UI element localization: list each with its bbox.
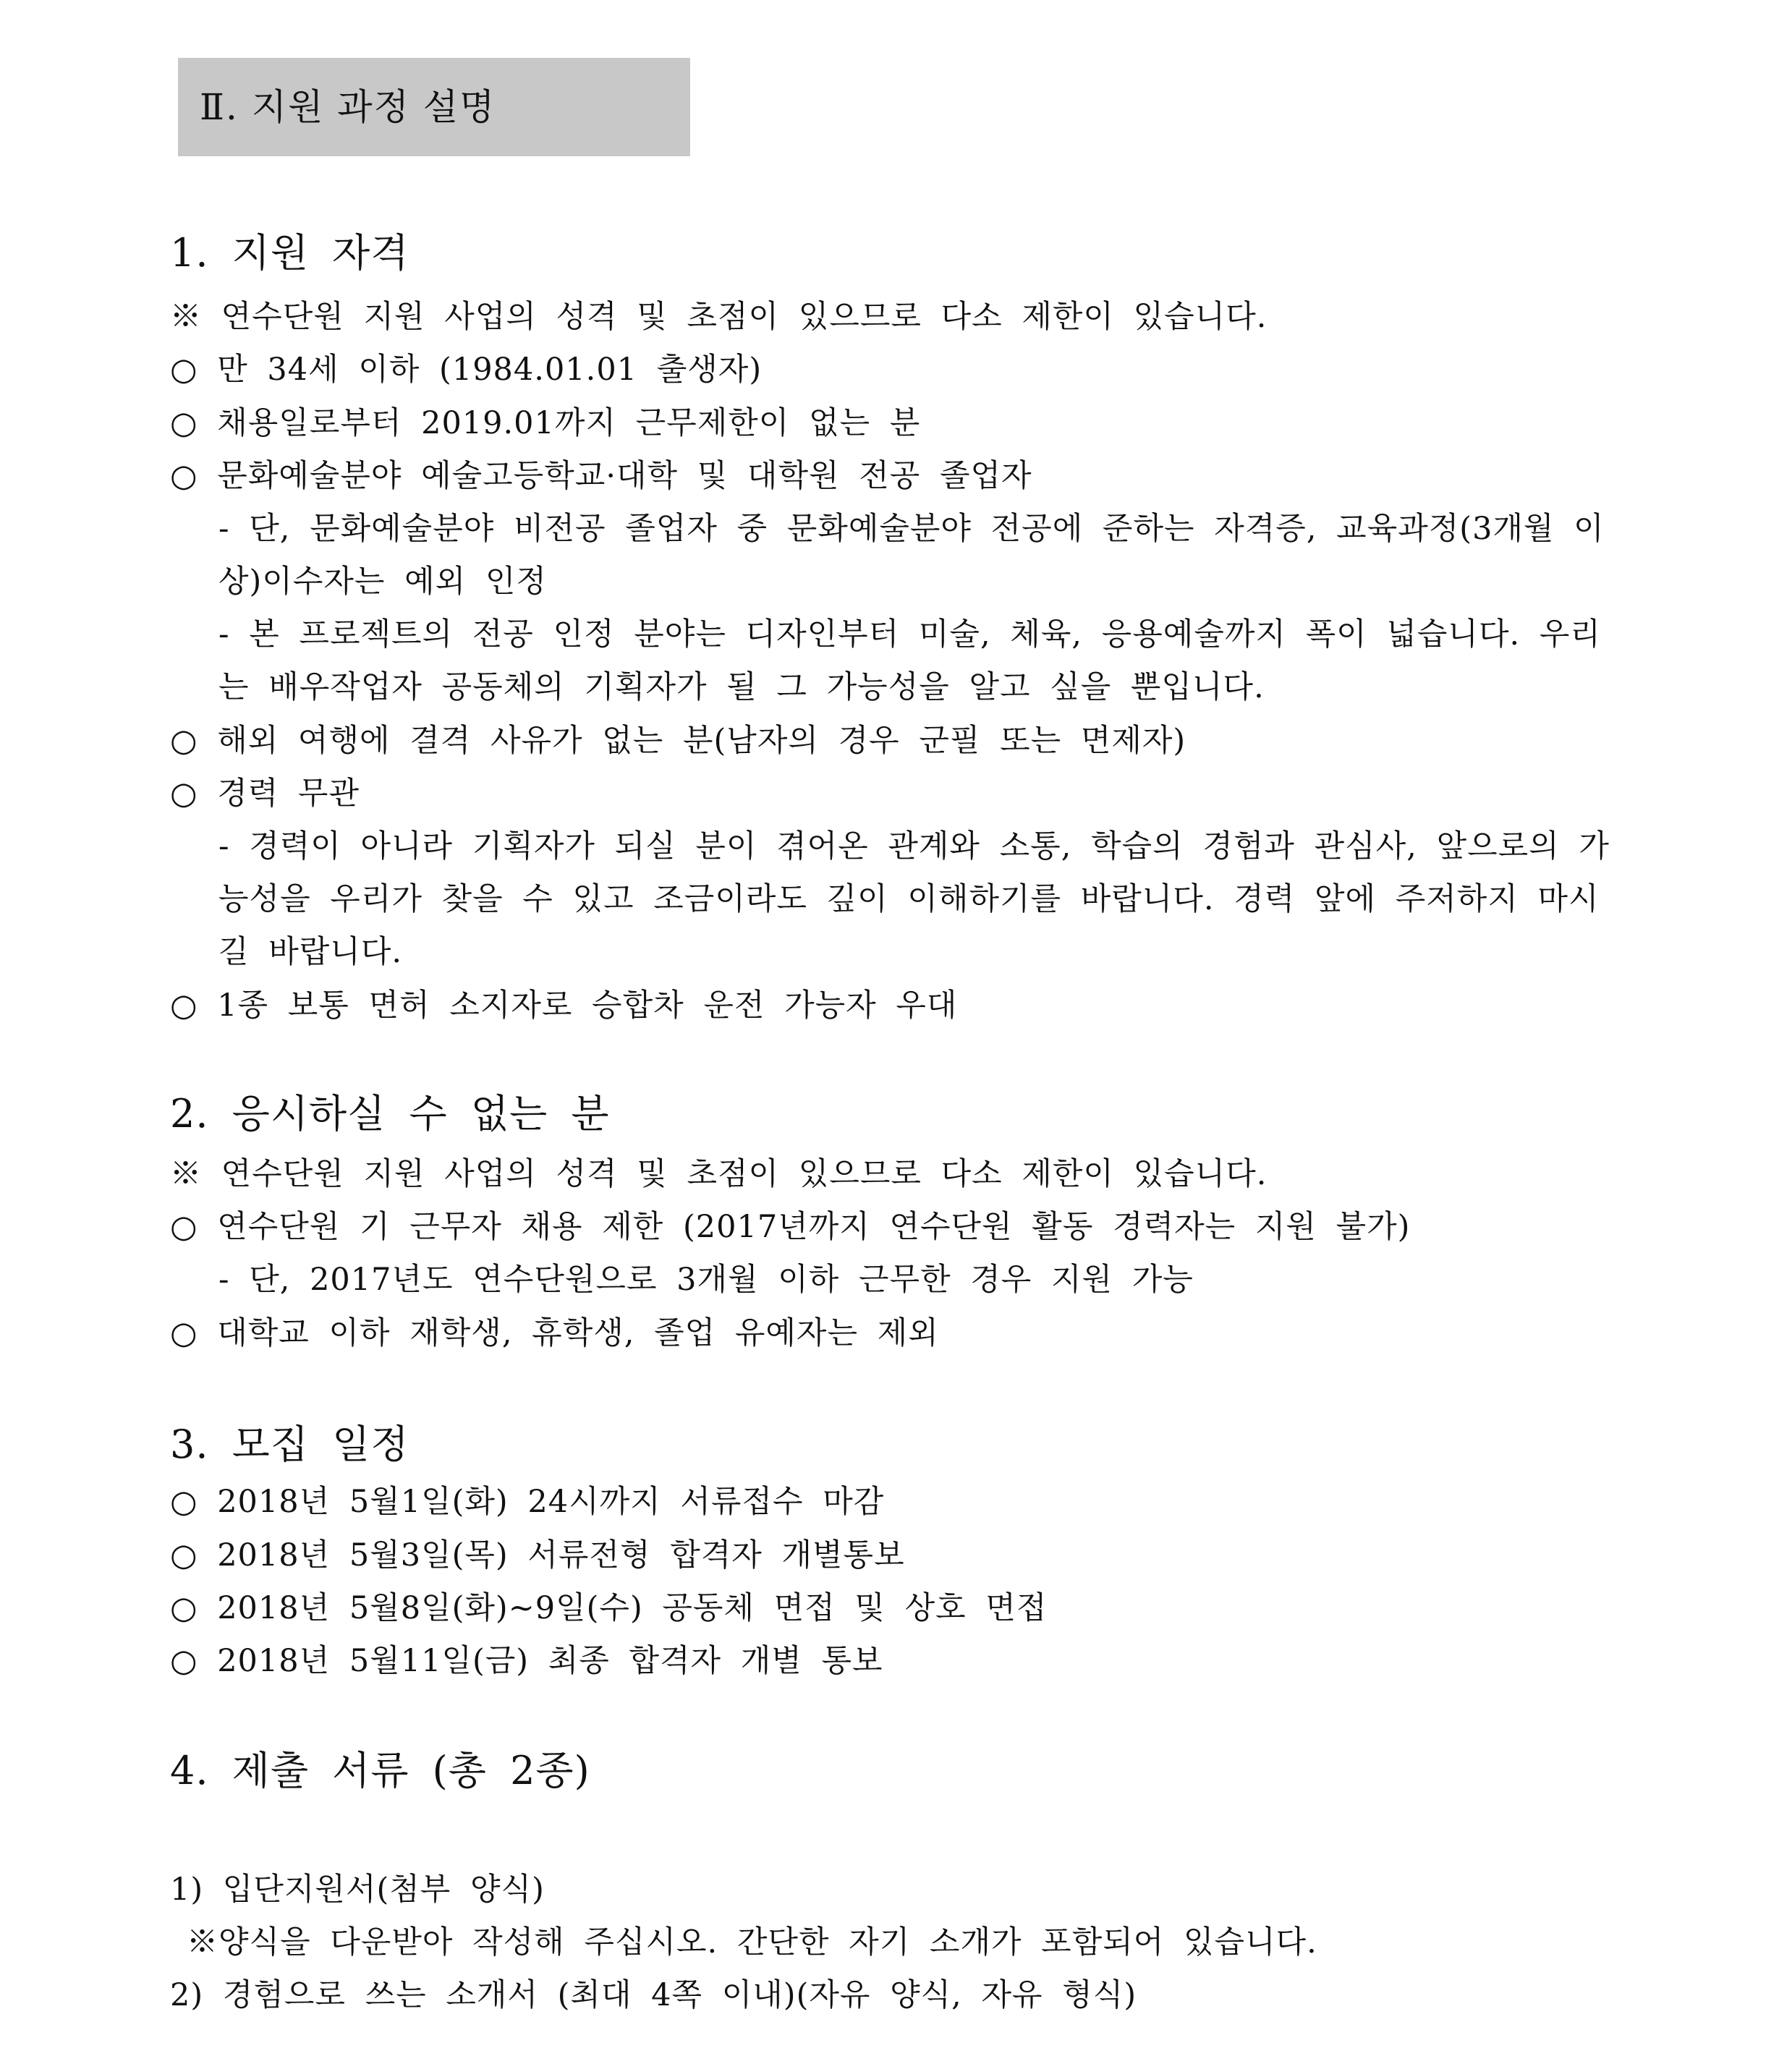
bullet-line: ○ 대학교 이하 재학생, 휴학생, 졸업 유예자는 제외 [170, 1315, 939, 1351]
schedule-item: ○ 2018년 5월11일(금) 최종 합격자 개별 통보 [170, 1643, 883, 1679]
sub-line: - 본 프로젝트의 전공 인정 분야는 디자인부터 미술, 체육, 응용예술까지 폭이 넓습니다. 우리 [218, 616, 1601, 653]
sub-line: - 단, 문화예술분야 비전공 졸업자 중 문화예술분야 전공에 준하는 자격증, 교육과정(3개월 이 [218, 511, 1605, 547]
sub-line: 상)이수자는 예외 인정 [218, 564, 547, 600]
bullet-line: ○ 해외 여행에 결격 사유가 없는 분(남자의 경우 군필 또는 면제자) [170, 723, 1186, 759]
sub-line: 는 배우작업자 공동체의 기획자가 될 그 가능성을 알고 싶을 뿐입니다. [218, 669, 1265, 705]
schedule-item: ○ 2018년 5월8일(화)~9일(수) 공동체 면접 및 상호 면접 [170, 1590, 1048, 1626]
heading-schedule: 3. 모집 일정 [170, 1422, 409, 1467]
schedule-item: ○ 2018년 5월3일(목) 서류전형 합격자 개별통보 [170, 1537, 905, 1573]
bullet-line: ○ 만 34세 이하 (1984.01.01 출생자) [170, 352, 763, 388]
section-title: Ⅱ. 지원 과정 설명 [200, 86, 496, 128]
sub-line: 길 바랍니다. [218, 934, 403, 970]
note-line: ※ 연수단원 지원 사업의 성격 및 초점이 있으므로 다소 제한이 있습니다. [170, 1156, 1267, 1192]
document-note: ※양식을 다운받아 작성해 주십시오. 간단한 자기 소개가 포함되어 있습니다. [187, 1924, 1317, 1961]
sub-line: - 단, 2017년도 연수단원으로 3개월 이하 근무한 경우 지원 가능 [218, 1262, 1194, 1298]
section-title-box [178, 58, 690, 156]
heading-ineligible: 2. 응시하실 수 없는 분 [170, 1091, 610, 1137]
heading-documents: 4. 제출 서류 (총 2종) [170, 1748, 590, 1793]
sub-line: - 경력이 아니라 기획자가 되실 분이 겪어온 관계와 소통, 학습의 경험과 관심사, 앞으로의 가 [218, 828, 1610, 865]
bullet-line: ○ 1종 보통 면허 소지자로 승합차 운전 가능자 우대 [170, 987, 958, 1024]
sub-line: 능성을 우리가 찾을 수 있고 조금이라도 깊이 이해하기를 바랍니다. 경력 앞에 주저하지 마시 [218, 881, 1600, 917]
bullet-line: ○ 경력 무관 [170, 776, 360, 812]
bullet-line: ○ 문화예술분야 예술고등학교·대학 및 대학원 전공 졸업자 [170, 458, 1032, 494]
bullet-line: ○ 연수단원 기 근무자 채용 제한 (2017년까지 연수단원 활동 경력자는 지원 불가) [170, 1209, 1411, 1245]
heading-eligibility: 1. 지원 자격 [170, 230, 409, 276]
note-line: ※ 연수단원 지원 사업의 성격 및 초점이 있으므로 다소 제한이 있습니다. [170, 299, 1267, 335]
document-item: 1) 입단지원서(첨부 양식) [170, 1872, 545, 1908]
document-item: 2) 경험으로 쓰는 소개서 (최대 4쪽 이내)(자유 양식, 자유 형식) [170, 1977, 1137, 2013]
schedule-item: ○ 2018년 5월1일(화) 24시까지 서류접수 마감 [170, 1484, 885, 1520]
bullet-line: ○ 채용일로부터 2019.01까지 근무제한이 없는 분 [170, 405, 921, 441]
